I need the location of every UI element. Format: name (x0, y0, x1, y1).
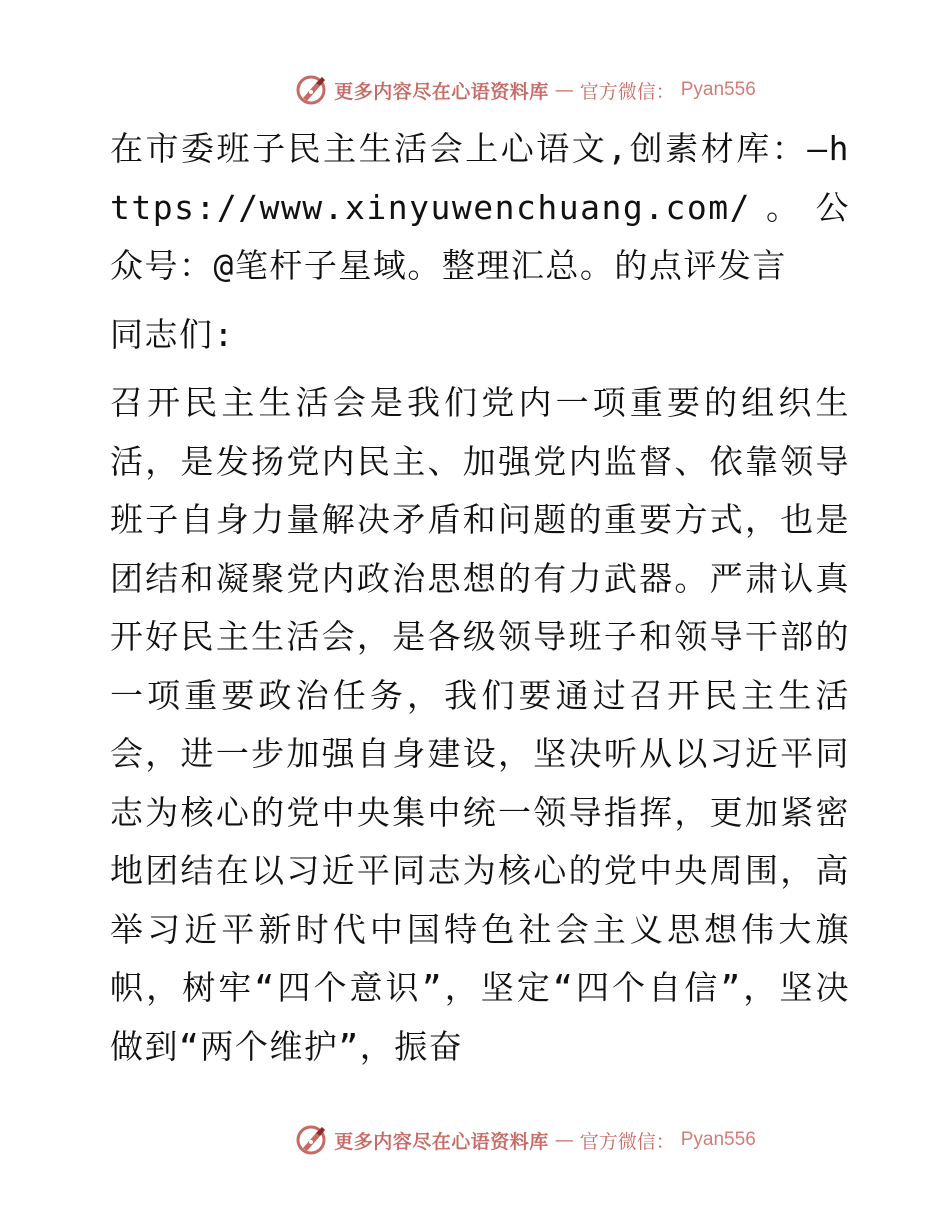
document-content (98, 120, 850, 1076)
footer-banner-text: 更多内容尽在心语资料库 (334, 1130, 549, 1153)
header-wechat-id: Pyan556 (680, 79, 756, 100)
footer-wechat-label: 官方微信： (579, 1130, 675, 1153)
footer-banner-inner (194, 1123, 756, 1157)
document-greeting: 同志们: (110, 314, 235, 354)
header-banner (0, 70, 950, 110)
pen-nib-logo-icon (294, 73, 328, 107)
footer-wechat-id: Pyan556 (680, 1129, 756, 1150)
header-wechat-label: 官方微信： (579, 80, 675, 103)
header-banner-separator: — (554, 79, 574, 101)
document-title: 在市委班子民主生活会上心语文,创素材库：—https://www.xinyuwenchuang.com/。公众号：@笔杆子星域。整理汇总。的点评发言 (110, 129, 850, 285)
document-body-paragraph: 召开民主生活会是我们党内一项重要的组织生活，是发扬党内民主、加强党内监督、依靠领导班子自身力量解决矛盾和问题的重要方式，也是团结和凝聚党内政治思想的有力武器。严肃认真开好民主生活会，是各级领导班子和领导干部的一项重要政治任务，我们要通过召开民主生活会，进一步加强自身建设，坚决听从以习近平同志为核心的党中央集中统一领导指挥，更加紧密地团结在以习近平同志为核心的党中央周围，高举习近平新时代中国特色社会主义思想伟大旗帜，树牢“四个意识”，坚定“四个自信”，坚决做到“两个维护”，振奋 (110, 383, 850, 1066)
footer-banner-separator: — (554, 1129, 574, 1151)
header-banner-inner (194, 73, 756, 107)
header-banner-text: 更多内容尽在心语资料库 (334, 80, 549, 103)
footer-banner (0, 1120, 950, 1160)
pen-nib-logo-icon (294, 1123, 328, 1157)
